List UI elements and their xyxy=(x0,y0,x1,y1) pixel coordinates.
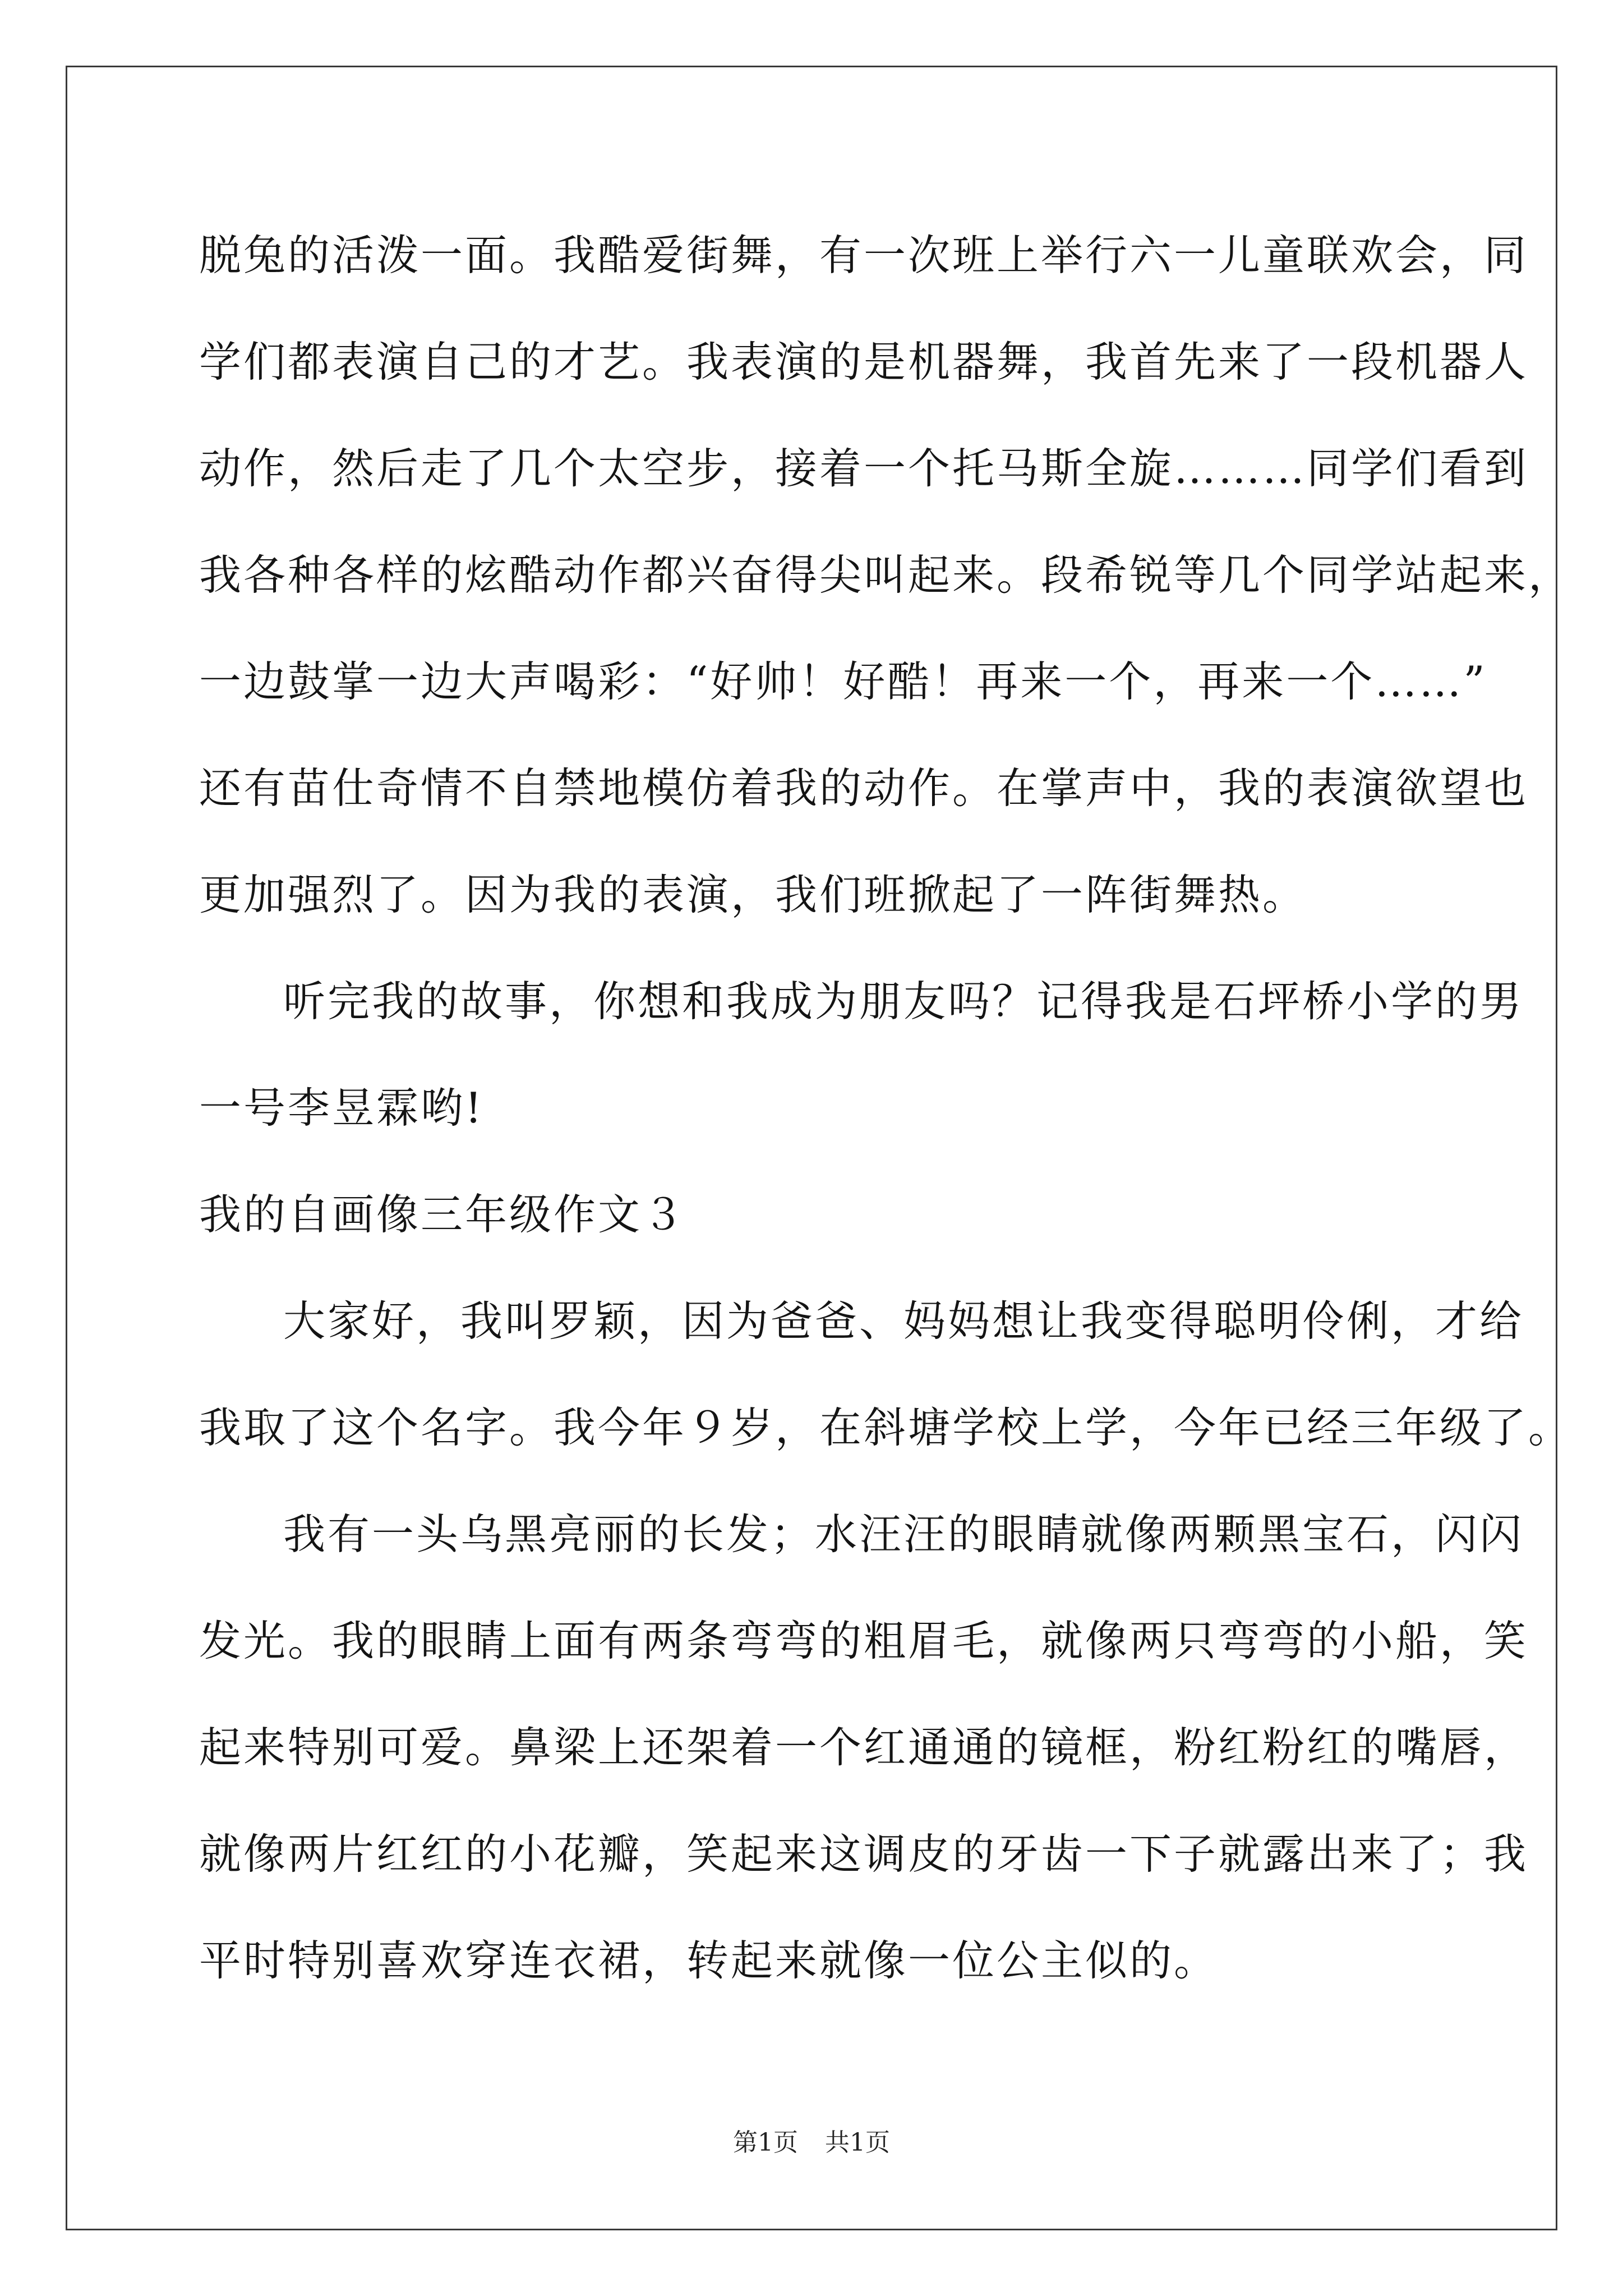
text-line: 平时特别喜欢穿连衣裙，转起来就像一位公主似的。 xyxy=(199,1936,1219,1985)
text-line: 还有苗仕奇情不自禁地模仿着我的动作。在掌声中，我的表演欲望也 xyxy=(199,763,1529,813)
paragraph-start-line: 我有一头乌黑亮丽的长发；水汪汪的眼睛就像两颗黑宝石，闪闪 xyxy=(283,1510,1524,1559)
text-line: 我取了这个名字。我今年９岁，在斜塘学校上学，今年已经三年级了。 xyxy=(199,1403,1573,1452)
text-line: 我各种各样的炫酷动作都兴奋得尖叫起来。段希锐等几个同学站起来， xyxy=(199,550,1573,600)
text-line: 就像两片红红的小花瓣，笑起来这调皮的牙齿一下子就露出来了；我 xyxy=(199,1829,1529,1879)
text-line: 一号李昱霖哟! xyxy=(199,1083,485,1133)
page-footer xyxy=(0,2126,1623,2160)
page-number-current: 第1页 xyxy=(733,2128,798,2157)
document-body xyxy=(199,202,1573,2014)
paragraph-start-line: 听完我的故事，你想和我成为朋友吗？记得我是石坪桥小学的男 xyxy=(283,977,1524,1026)
paragraph-start-line: 大家好，我叫罗颖，因为爸爸、妈妈想让我变得聪明伶俐，才给 xyxy=(283,1296,1524,1346)
text-line: 更加强烈了。因为我的表演，我们班掀起了一阵街舞热。 xyxy=(199,870,1307,919)
text-line: 发光。我的眼睛上面有两条弯弯的粗眉毛，就像两只弯弯的小船，笑 xyxy=(199,1616,1529,1665)
text-line: 一边鼓掌一边大声喝彩：“好帅！好酷！再来一个，再来一个……” xyxy=(199,657,1487,706)
text-line: 起来特别可爱。鼻梁上还架着一个红通通的镜框，粉红粉红的嘴唇， xyxy=(199,1723,1529,1772)
page-number-total: 共1页 xyxy=(825,2128,890,2157)
text-line: 脱兔的活泼一面。我酷爱街舞，有一次班上举行六一儿童联欢会，同 xyxy=(199,231,1529,280)
text-line: 学们都表演自己的才艺。我表演的是机器舞，我首先来了一段机器人 xyxy=(199,337,1529,386)
section-heading: 我的自画像三年级作文３ xyxy=(199,1190,687,1239)
text-line: 动作，然后走了几个太空步，接着一个托马斯全旋………同学们看到 xyxy=(199,444,1529,493)
